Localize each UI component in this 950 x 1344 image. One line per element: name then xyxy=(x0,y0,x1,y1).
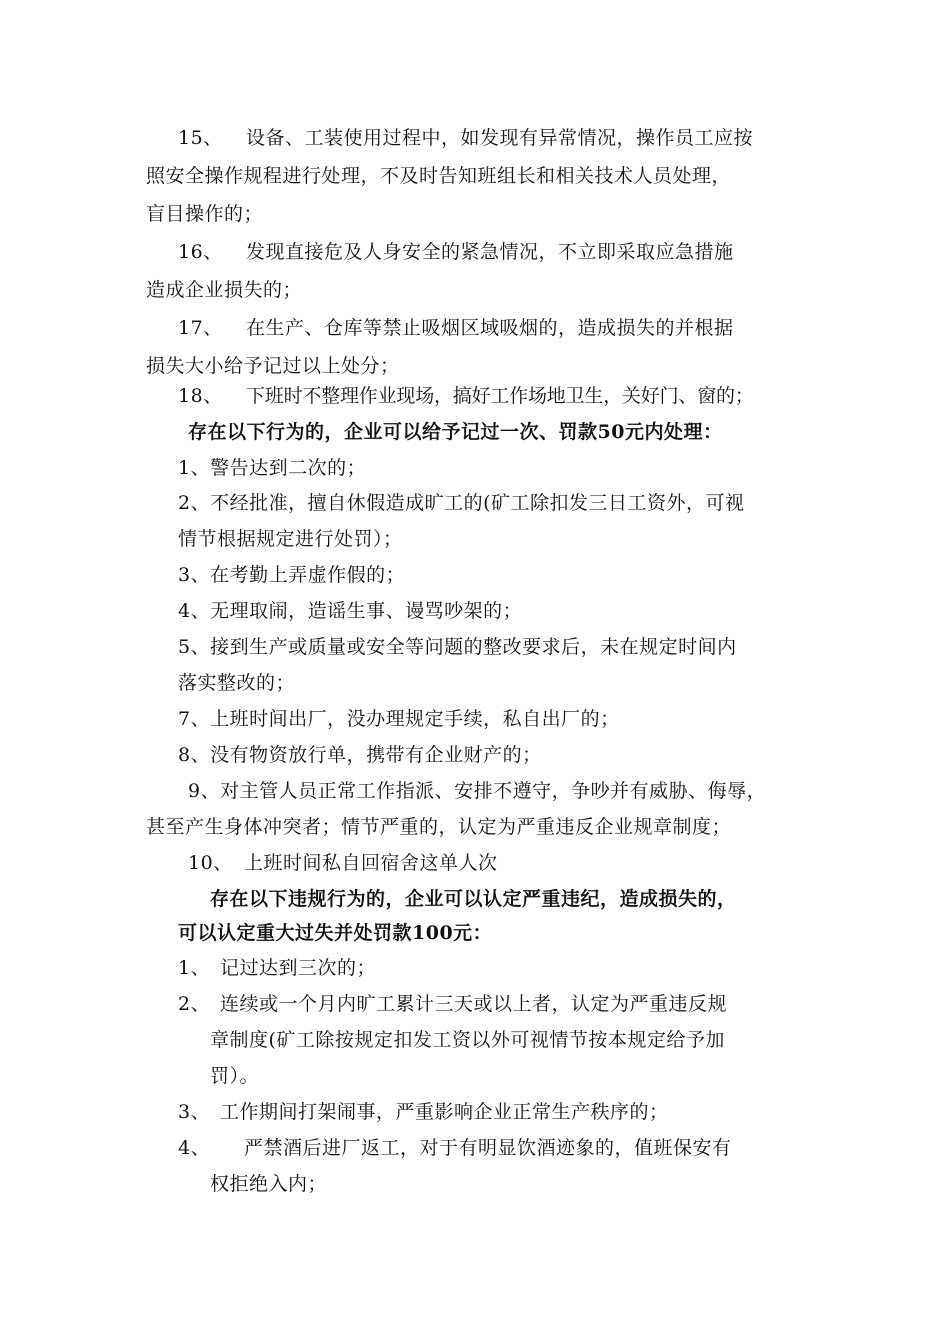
item-16-line-2: 造成企业损失的； xyxy=(146,279,303,301)
item-number: 2、 xyxy=(178,993,211,1015)
item-text: 发现直接危及人身安全的紧急情况，不立即采取应急措施 xyxy=(246,241,734,263)
item-b-1: 1、警告达到二次的； xyxy=(178,457,367,479)
item-number: 10、 xyxy=(188,852,233,874)
item-text: 记过达到三次的； xyxy=(220,957,377,979)
item-number: 16、 xyxy=(178,241,223,263)
section-heading-serious-line-2: 可以认定重大过失并处罚款100元： xyxy=(178,922,493,944)
item-number: 17、 xyxy=(178,317,223,339)
item-text: 设备、工装使用过程中，如发现有异常情况，操作员工应按 xyxy=(246,127,754,149)
item-b-10 xyxy=(188,851,498,875)
item-c-3 xyxy=(178,1100,669,1124)
item-number: 15、 xyxy=(178,127,223,149)
item-text: 上班时间私自回宿舍这单人次 xyxy=(244,852,498,874)
item-number: 3、 xyxy=(178,1101,211,1123)
item-15-line-2: 照安全操作规程进行处理，不及时告知班组长和相关技术人员处理， xyxy=(146,165,732,187)
item-c-4-line-1 xyxy=(178,1136,732,1160)
section-heading-demerit: 存在以下行为的，企业可以给予记过一次、罚款50元内处理： xyxy=(188,421,723,443)
item-c-4-line-2: 权拒绝入内； xyxy=(210,1173,328,1195)
item-text: 下班时不整理作业现场，搞好工作场地卫生，关好门、窗的； xyxy=(246,385,754,407)
item-b-2-line-2: 情节根据规定进行处罚）； xyxy=(178,528,403,550)
item-c-2-line-2: 章制度(矿工除按规定扣发工资以外可视情节按本规定给予加 xyxy=(210,1029,725,1051)
item-15-line-1 xyxy=(178,126,753,150)
item-b-9-line-2: 甚至产生身体冲突者；情节严重的，认定为严重违反企业规章制度； xyxy=(146,816,732,838)
item-15-line-3: 盲目操作的； xyxy=(146,203,264,225)
item-b-7: 7、上班时间出厂，没办理规定手续，私自出厂的； xyxy=(178,708,620,730)
item-c-2-line-1 xyxy=(178,992,727,1016)
item-b-9-line-1: 9、对主管人员正常工作指派、安排不遵守，争吵并有威胁、侮辱， xyxy=(188,780,767,802)
item-b-5-line-1: 5、接到生产或质量或安全等问题的整改要求后，未在规定时间内 xyxy=(178,636,737,658)
item-b-8: 8、没有物资放行单，携带有企业财产的； xyxy=(178,744,542,766)
item-18-line-1 xyxy=(178,384,754,408)
item-number: 18、 xyxy=(178,385,223,407)
item-c-1 xyxy=(178,956,376,980)
item-b-4: 4、无理取闹，造谣生事、谩骂吵架的； xyxy=(178,600,523,622)
item-number: 1、 xyxy=(178,957,211,979)
item-text: 连续或一个月内旷工累计三天或以上者，认定为严重违反规 xyxy=(220,993,728,1015)
item-c-2-line-3: 罚）。 xyxy=(210,1065,260,1087)
item-text: 在生产、仓库等禁止吸烟区域吸烟的，造成损失的并根据 xyxy=(246,317,734,339)
item-text: 工作期间打架闹事，严重影响企业正常生产秩序的； xyxy=(220,1101,669,1123)
item-b-5-line-2: 落实整改的； xyxy=(178,672,296,694)
item-number: 4、 xyxy=(178,1137,211,1159)
item-16-line-1 xyxy=(178,240,734,264)
item-text: 严禁酒后进厂返工，对于有明显饮酒迹象的，值班保安有 xyxy=(244,1137,732,1159)
section-heading-serious-line-1: 存在以下违规行为的，企业可以认定严重违纪，造成损失的， xyxy=(210,888,737,910)
item-17-line-1 xyxy=(178,316,734,340)
item-b-2-line-1: 2、不经批准，擅自休假造成旷工的(矿工除扣发三日工资外，可视 xyxy=(178,492,745,514)
item-17-line-2: 损失大小给予记过以上处分； xyxy=(146,355,400,377)
item-b-3: 3、在考勤上弄虚作假的； xyxy=(178,564,406,586)
